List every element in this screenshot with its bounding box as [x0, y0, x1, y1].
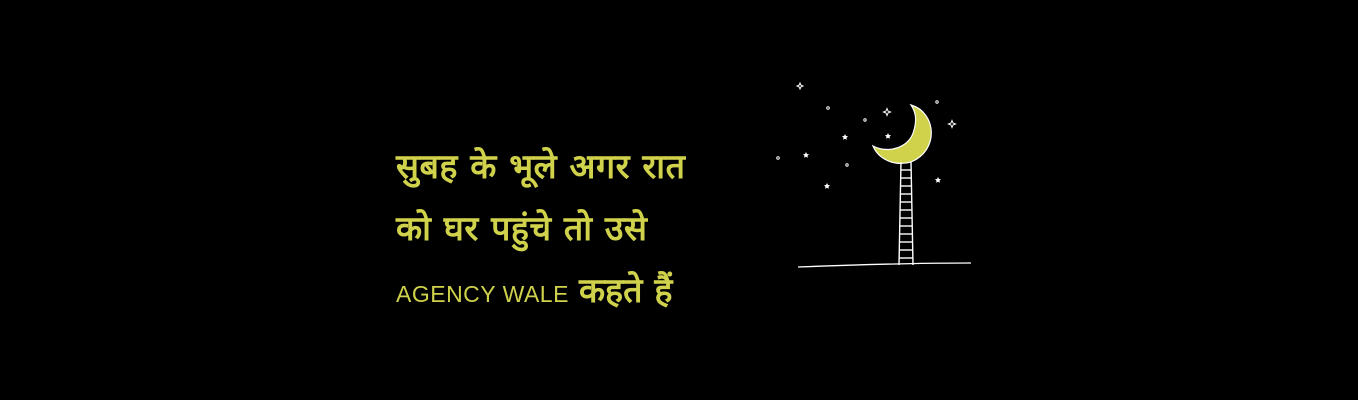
- headline-line-3: [396, 260, 685, 325]
- ladder-icon: [899, 162, 913, 265]
- crescent-moon-icon: [873, 105, 931, 163]
- agency-wale-text: AGENCY WALE: [396, 281, 569, 307]
- ground-line: [798, 263, 971, 267]
- headline-line-2: को घर पहुंचे तो उसे: [396, 209, 648, 249]
- kahte-hain-text: कहते हैं: [578, 271, 673, 311]
- headline-text: [396, 136, 685, 325]
- moon-ladder-illustration: [770, 70, 990, 280]
- headline-line-1: सुबह के भूले अगर रात: [396, 147, 686, 187]
